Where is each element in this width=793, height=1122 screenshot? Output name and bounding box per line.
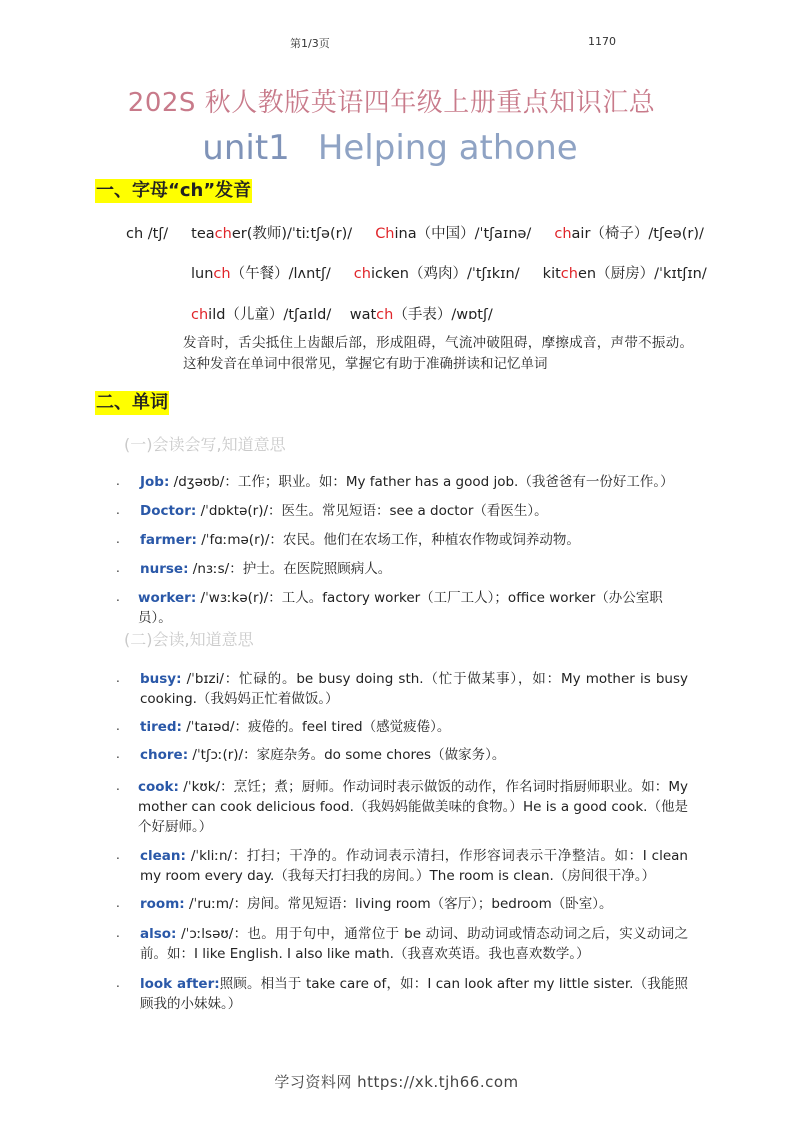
phonics-word-teacher: teacher(教师)/ˈtiːtʃə(r)/ <box>191 226 353 242</box>
section-heading-phonics: 一、字母“ch”发音 <box>96 180 252 201</box>
bullet: . <box>116 848 120 862</box>
phonics-word-child: child（儿童）/tʃaɪld/ <box>191 307 332 323</box>
word-entry-farmer: farmer: /ˈfɑːmə(r)/：农民。他们在农场工作，种植农作物或饲养动物。 <box>140 532 580 548</box>
bullet: . <box>116 671 120 685</box>
bullet: . <box>116 561 120 575</box>
page-title: 202S 秋人教版英语四年级上册重点知识汇总 <box>127 88 656 118</box>
phonics-rule: ch /tʃ/ <box>126 226 169 242</box>
word-entry-doctor: Doctor: /ˈdɒktə(r)/：医生。常见短语：see a doctor（看医生）。 <box>140 503 548 519</box>
word-entry-tired: tired: /ˈtaɪəd/：疲倦的。feel tired（感觉疲倦）。 <box>140 719 451 735</box>
bullet: . <box>116 747 120 761</box>
subheading-read-write: (一)会读会写,知道意思 <box>124 435 286 454</box>
phonics-line-3 <box>191 303 493 324</box>
word-entry-cook: cook: /ˈkʊk/：烹饪；煮；厨师。作动词时表示做饭的动作，作名词时指厨师职业。如：My mother can cook delicious food.（我妈妈能做美味的食物。）He is a good cook.（他是个好厨师。） <box>138 779 688 835</box>
phonics-word-chair: chair（椅子）/tʃeə(r)/ <box>554 226 704 242</box>
unit-number: unit1 <box>202 128 290 168</box>
word-entry-worker: worker: /ˈwɜːkə(r)/：工人。factory worker（工厂工人）；office worker（办公室职员）。 <box>138 590 663 626</box>
bullet: . <box>116 976 120 990</box>
phonics-note: 发音时，舌尖抵住上齿龈后部，形成阻碍，气流冲破阻碍，摩擦成音，声带不振动。这种发音在单词中很常见，掌握它有助于准确拼读和记忆单词 <box>183 335 693 372</box>
phonics-word-kitchen: kitchen（厨房）/ˈkɪtʃɪn/ <box>542 266 707 282</box>
phonics-word-watch: watch（手表）/wɒtʃ/ <box>349 307 493 323</box>
unit-title <box>0 128 780 168</box>
bullet: . <box>116 779 120 793</box>
phonics-word-chicken: chicken（鸡肉）/ˈtʃɪkɪn/ <box>353 266 520 282</box>
bullet: . <box>116 896 120 910</box>
word-entry-room: room: /ˈruːm/：房间。常见短语：living room（客厅）；bedroom（卧室）。 <box>140 896 613 912</box>
word-entry-also: also: /ˈɔːlsəʊ/：也。用于句中，通常位于 be 动词、助动词或情态动词之后，实义动词之前。如：I like English. I also like math.（我喜欢英语。我也喜欢数学。） <box>140 926 688 962</box>
bullet: . <box>116 719 120 733</box>
phonics-line-1 <box>126 222 704 243</box>
word-entry-clean: clean: /ˈkliːn/：打扫；干净的。作动词表示清扫，作形容词表示干净整洁。如：I clean my room every day.（我每天打扫我的房间。）The room is clean.（房间很干净。） <box>140 848 688 884</box>
page-number: 第1/3页 <box>290 37 330 50</box>
bullet: . <box>116 503 120 517</box>
unit-name: Helping athone <box>317 128 578 168</box>
bullet: . <box>116 590 120 604</box>
bullet: . <box>116 926 120 940</box>
doc-code: 1170 <box>588 35 616 48</box>
phonics-word-lunch: lunch（午餐）/lʌntʃ/ <box>191 266 331 282</box>
section-heading-words: 二、单词 <box>96 392 168 413</box>
bullet: . <box>116 532 120 546</box>
phonics-word-china: China（中国）/ˈtʃaɪnə/ <box>375 226 532 242</box>
word-entry-look-after: look after:照顾。相当于 take care of，如：I can look after my little sister.（我能照顾我的小妹妹。） <box>140 976 688 1012</box>
footer-watermark: 学习资料网 https://xk.tjh66.com <box>274 1073 519 1091</box>
word-entry-busy: busy: /ˈbɪzi/：忙碌的。be busy doing sth.（忙于做某事），如：My mother is busy cooking.（我妈妈正忙着做饭。） <box>140 671 688 707</box>
word-entry-nurse: nurse: /nɜːs/：护士。在医院照顾病人。 <box>140 561 392 577</box>
word-entry-chore: chore: /ˈtʃɔː(r)/：家庭杂务。do some chores（做家务）。 <box>140 747 506 763</box>
word-entry-job: Job: /dʒəʊb/：工作；职业。如：My father has a good job.（我爸爸有一份好工作。） <box>140 474 674 490</box>
bullet: . <box>116 474 120 488</box>
phonics-line-2 <box>191 262 707 283</box>
subheading-read: (二)会读,知道意思 <box>124 630 254 649</box>
